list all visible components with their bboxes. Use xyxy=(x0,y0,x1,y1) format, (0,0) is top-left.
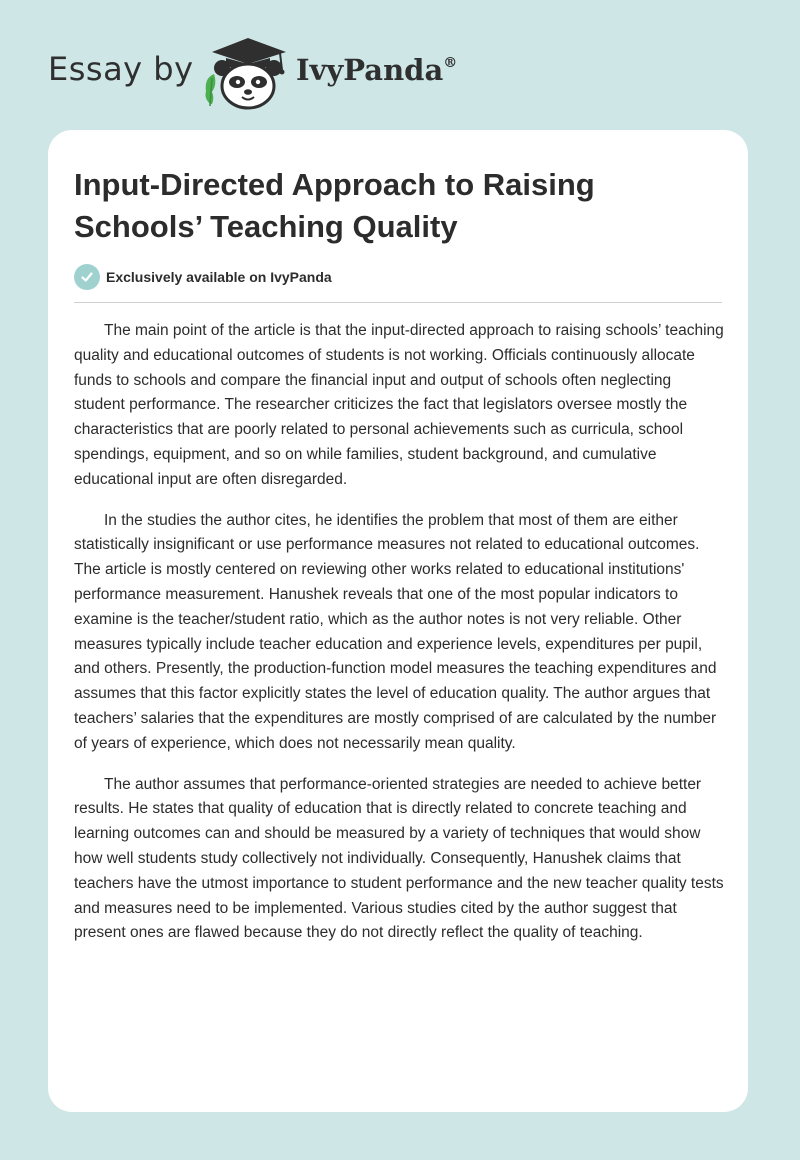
paragraph-1: The main point of the article is that the input-directed approach to raising schools’ teaching quality and educational outcomes of students is not working. Officials continuously allocate funds to schools and compare the financial input and output of schools often neglecting student performance. The researcher criticizes the fact that legislators oversee mostly the characteristics that are poorly related to personal achievements such as curricula, school spendings, equipment, and so on while families, student background, and cumulative educational input are often disregarded. xyxy=(74,322,724,488)
paragraph-2: In the studies the author cites, he identifies the problem that most of them are either statistically insignificant or use performance measures not related to educational outcomes. The article is mostly centered on reviewing other works related to educational institutions' performance measurement. Hanushek reveals that one of the most popular indicators to examine is the teacher/student ratio, which as the author notes is not very reliable. Other measures typically include teacher education and experience levels, expenditures per pupil, and others. Presently, the production-function model measures the teaching expenditures and assumes that this factor explicitly states the level of education quality. The author argues that teachers’ salaries that the expenditures are mostly comprised of are calculated by the number of years of experience, which does not necessarily mean quality. xyxy=(74,511,717,752)
exclusive-badge xyxy=(74,264,332,290)
brand-name-text: IvyPanda xyxy=(296,53,444,87)
brand-name[interactable] xyxy=(296,53,457,87)
page-title: Input-Directed Approach to Raising Schools’ Teaching Quality xyxy=(74,167,595,244)
check-icon xyxy=(74,264,100,290)
site-header xyxy=(0,0,800,130)
essay-by-label: Essay by xyxy=(48,50,194,88)
registered-mark: ® xyxy=(443,55,458,72)
paragraph-3: The author assumes that performance-oriented strategies are needed to achieve better results. He states that quality of education that is directly related to concrete teaching and learning outcomes can and should be measured by a variety of techniques that would show how well students study collectively not individually. Consequently, Hanushek claims that teachers have the utmost importance to student performance and the new teacher quality tests and measures need to be implemented. Various studies cited by the author suggest that present ones are flawed because they do not directly reflect the quality of teaching. xyxy=(74,775,724,942)
exclusive-label: Exclusively available on IvyPanda xyxy=(106,269,332,285)
panda-logo-icon[interactable] xyxy=(202,34,292,110)
essay-card xyxy=(48,130,748,1112)
essay-body xyxy=(74,319,724,962)
divider xyxy=(74,302,722,303)
